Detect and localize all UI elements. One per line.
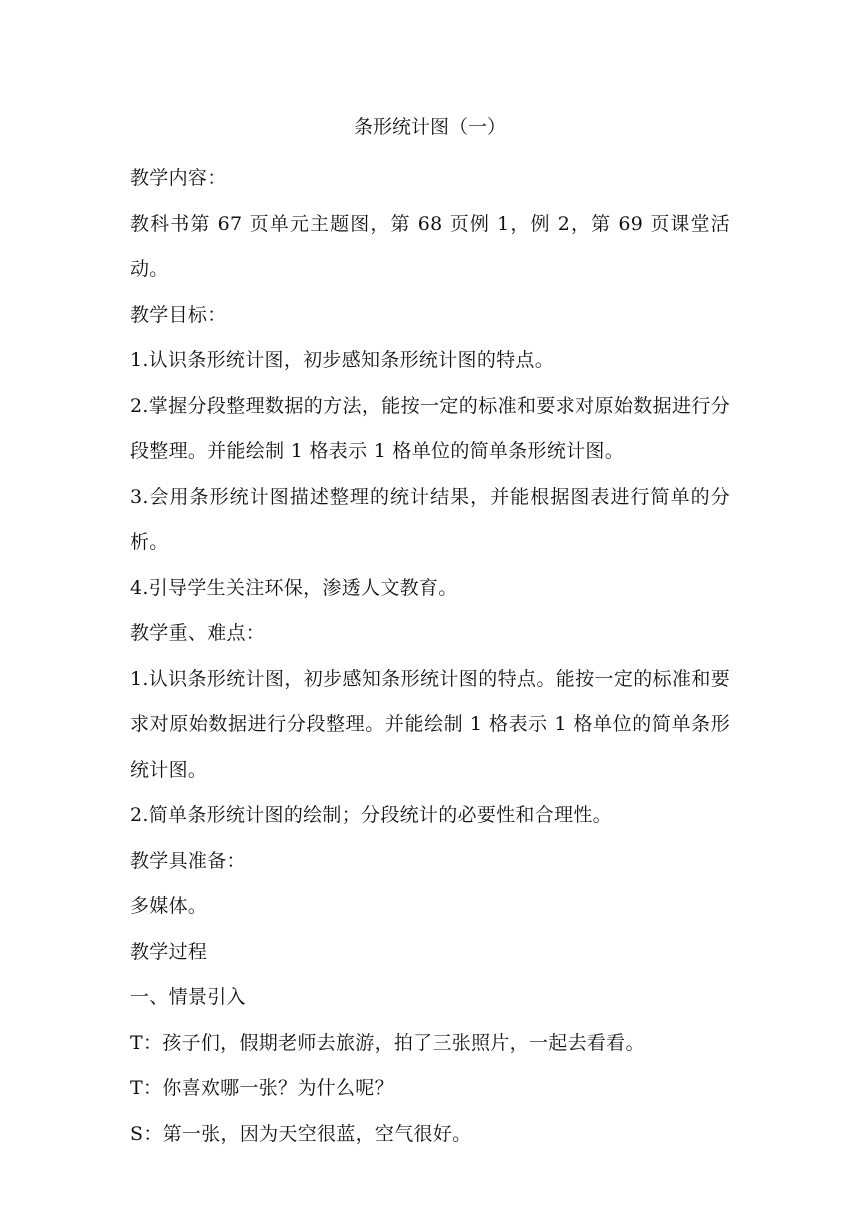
document-title: 条形统计图（一） xyxy=(353,116,506,138)
heading-teaching-goals: 教学目标： xyxy=(130,303,227,326)
difficulty-item-1: 1.认识条形统计图，初步感知条形统计图的特点。能按一定的标准和要求对原始数据进行分段整理。并能绘制 1 格表示 1 格单位的简单条形统计图。 xyxy=(130,667,730,781)
goal-item-3: 3.会用条形统计图描述整理的统计结果，并能根据图表进行简单的分析。 xyxy=(130,485,730,553)
goal-item-4: 4.引导学生关注环保，渗透人文教育。 xyxy=(130,576,458,599)
dialogue-line-1: T：孩子们，假期老师去旅游，拍了三张照片，一起去看看。 xyxy=(130,1031,645,1054)
heading-teaching-process: 教学过程 xyxy=(130,940,208,963)
heading-section-intro: 一、情景引入 xyxy=(130,986,246,1008)
document-page xyxy=(130,112,730,1157)
paragraph-materials: 多媒体。 xyxy=(130,895,208,917)
heading-materials: 教学具准备： xyxy=(130,849,246,872)
heading-key-difficulties: 教学重、难点： xyxy=(130,622,266,644)
heading-teaching-content: 教学内容： xyxy=(130,167,227,189)
paragraph-textbook-pages: 教科书第 67 页单元主题图，第 68 页例 1，例 2，第 69 页课堂活动。 xyxy=(130,212,730,280)
dialogue-line-3: S：第一张，因为天空很蓝，空气很好。 xyxy=(130,1122,472,1145)
dialogue-line-2: T：你喜欢哪一张？为什么呢？ xyxy=(130,1077,394,1099)
difficulty-item-2: 2.简单条形统计图的绘制；分段统计的必要性和合理性。 xyxy=(130,804,612,826)
goal-item-2: 2.掌握分段整理数据的方法，能按一定的标准和要求对原始数据进行分段整理。并能绘制 1 格表示 1 格单位的简单条形统计图。 xyxy=(130,394,730,462)
goal-item-1: 1.认识条形统计图，初步感知条形统计图的特点。 xyxy=(130,349,555,371)
